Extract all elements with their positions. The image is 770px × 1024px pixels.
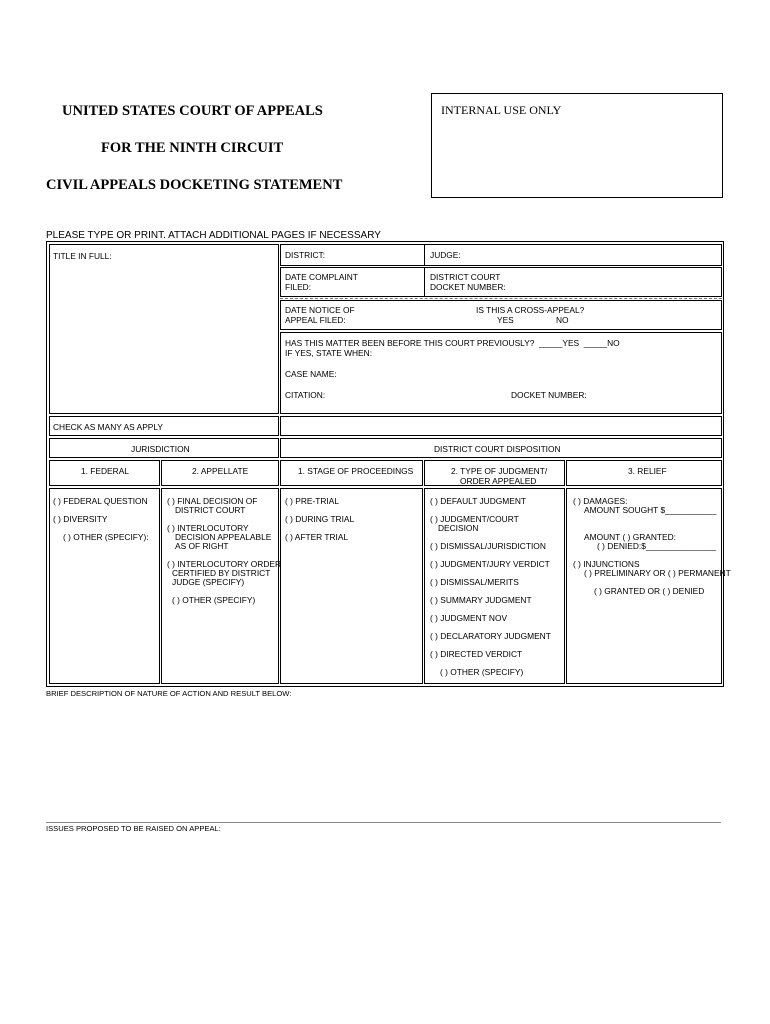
check-many-label: CHECK AS MANY AS APPLY [53,422,164,432]
case-name-label: CASE NAME: [285,369,337,379]
damages-option[interactable]: ( ) DAMAGES: [573,496,628,506]
issues-label: ISSUES PROPOSED TO BE RAISED ON APPEAL: [46,824,221,833]
date-notice-label: DATE NOTICE OF [285,305,355,315]
title-in-full-label: TITLE IN FULL: [53,251,112,261]
cross-appeal-label: IS THIS A CROSS-APPEAL? [476,305,585,315]
date-complaint-label-2: FILED: [285,282,312,292]
type-col-header-2: ORDER APPEALED [460,476,537,486]
district-docket-label-2: DOCKET NUMBER: [430,282,506,292]
interlocutory-order-option[interactable]: ( ) INTERLOCUTORY ORDER [167,559,282,569]
federal-question-option[interactable]: ( ) FEDERAL QUESTION [53,496,148,506]
judgment-nov-option[interactable]: ( ) JUDGMENT NOV [430,613,508,623]
interlocutory-option-2: DECISION APPEALABLE [175,532,272,542]
date-notice-label-2: APPEAL FILED: [285,315,346,325]
court-title: UNITED STATES COURT OF APPEALS [62,103,323,119]
cross-appeal-yes[interactable]: YES [497,315,514,325]
final-decision-option-2: DISTRICT COURT [175,505,246,515]
previous-matter-label: HAS THIS MATTER BEEN BEFORE THIS COURT PREVIOUSLY? _____YES _____NO [285,338,620,348]
form-title: CIVIL APPEALS DOCKETING STATEMENT [46,177,343,193]
circuit-title: FOR THE NINTH CIRCUIT [101,140,284,156]
judgment-court-option-2: DECISION [438,523,479,533]
district-label: DISTRICT: [285,250,326,260]
issues-divider [46,822,721,823]
disposition-header: DISTRICT COURT DISPOSITION [434,444,561,454]
dismissal-merits-option[interactable]: ( ) DISMISSAL/MERITS [430,577,519,587]
interlocutory-order-option-3: JUDGE (SPECIFY) [172,577,245,587]
if-yes-label: IF YES, STATE WHEN: [285,348,373,358]
declaratory-judgment-option[interactable]: ( ) DECLARATORY JUDGMENT [430,631,551,641]
date-complaint-label: DATE COMPLAINT [285,272,358,282]
instructions: PLEASE TYPE OR PRINT. ATTACH ADDITIONAL PAGES IF NECESSARY [46,230,381,241]
interlocutory-order-option-2: CERTIFIED BY DISTRICT [172,568,271,578]
appellate-col-header: 2. APPELLATE [192,466,249,476]
during-trial-option[interactable]: ( ) DURING TRIAL [285,514,355,524]
brief-description-label: BRIEF DESCRIPTION OF NATURE OF ACTION AND RESULT BELOW: [46,689,292,698]
federal-col-header: 1. FEDERAL [81,466,129,476]
appellate-other-option[interactable]: ( ) OTHER (SPECIFY) [172,595,256,605]
cross-appeal-no[interactable]: NO [556,315,569,325]
amount-sought-field[interactable]: AMOUNT SOUGHT $___________ [584,505,717,515]
dismissal-jurisdiction-option[interactable]: ( ) DISMISSAL/JURISDICTION [430,541,546,551]
jury-verdict-option[interactable]: ( ) JUDGMENT/JURY VERDICT [430,559,550,569]
preliminary-permanent-option[interactable]: ( ) PRELIMINARY OR ( ) PERMANENT [584,568,731,578]
summary-judgment-option[interactable]: ( ) SUMMARY JUDGMENT [430,595,532,605]
internal-use-box [431,93,723,198]
check-many-right-box [280,416,722,436]
interlocutory-option-3: AS OF RIGHT [175,541,229,551]
judgment-court-option[interactable]: ( ) JUDGMENT/COURT [430,514,519,524]
directed-verdict-option[interactable]: ( ) DIRECTED VERDICT [430,649,523,659]
diversity-option[interactable]: ( ) DIVERSITY [53,514,108,524]
district-docket-label: DISTRICT COURT [430,272,501,282]
granted-denied-option[interactable]: ( ) GRANTED OR ( ) DENIED [594,586,705,596]
federal-other-option[interactable]: ( ) OTHER (SPECIFY): [63,532,149,542]
district-judge-row [280,244,722,266]
type-col-header: 2. TYPE OF JUDGMENT/ [451,466,548,476]
final-decision-option[interactable]: ( ) FINAL DECISION OF [167,496,258,506]
citation-label: CITATION: [285,390,326,400]
relief-col-header: 3. RELIEF [628,466,667,476]
pre-trial-option[interactable]: ( ) PRE-TRIAL [285,496,339,506]
stage-col-header: 1. STAGE OF PROCEEDINGS [298,466,414,476]
amount-granted-option[interactable]: AMOUNT ( ) GRANTED: [584,532,676,542]
judge-label: JUDGE: [430,250,461,260]
judgment-other-option[interactable]: ( ) OTHER (SPECIFY) [440,667,524,677]
default-judgment-option[interactable]: ( ) DEFAULT JUDGMENT [430,496,527,506]
jurisdiction-header: JURISDICTION [131,444,190,454]
after-trial-option[interactable]: ( ) AFTER TRIAL [285,532,349,542]
interlocutory-option[interactable]: ( ) INTERLOCUTORY [167,523,249,533]
docket-number-label: DOCKET NUMBER: [511,390,587,400]
injunctions-option[interactable]: ( ) INJUNCTIONS [573,559,640,569]
title-in-full-field[interactable] [49,244,279,414]
internal-use-label: INTERNAL USE ONLY [441,103,562,117]
amount-denied-field[interactable]: ( ) DENIED:$_______________ [597,541,716,551]
